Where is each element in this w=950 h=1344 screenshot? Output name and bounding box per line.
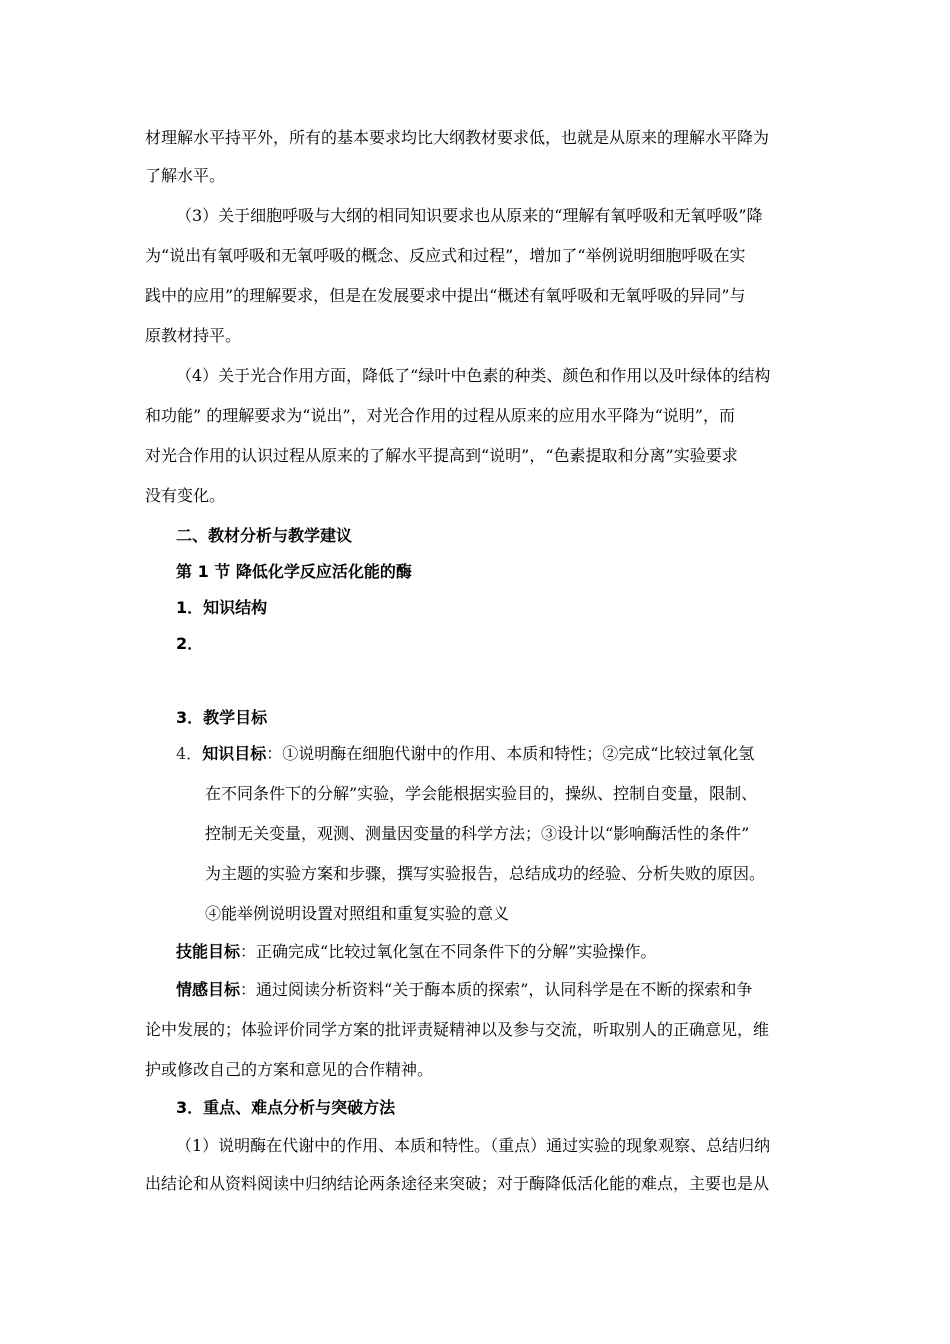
lesson-title: 第 1 节 降低化学反应活化能的酶 (176, 562, 412, 581)
item-number: 4． (176, 744, 203, 763)
item-teaching-goals: 3．教学目标 (176, 708, 268, 727)
knowledge-goal-line: 在不同条件下的分解”实验，学会能根据实验目的，操纵、控制自变量，限制、 (205, 784, 758, 803)
paragraph-line: （4）关于光合作用方面，降低了“绿叶中色素的种类、颜色和作用以及叶绿体的结构 (176, 366, 771, 385)
knowledge-goal-line: 控制无关变量，观测、测量因变量的科学方法；③设计以“影响酶活性的条件” (205, 824, 750, 843)
section-title: 二、教材分析与教学建议 (176, 526, 353, 545)
paragraph-line: 对光合作用的认识过程从原来的了解水平提高到“说明”，“色素提取和分离”实验要求 (145, 446, 738, 465)
skill-goal-label: 技能目标 (176, 942, 241, 961)
item-2: 2． (176, 634, 204, 653)
paragraph-line: 材理解水平持平外，所有的基本要求均比大纲教材要求低，也就是从原来的理解水平降为 (145, 128, 770, 147)
paragraph-line: 没有变化。 (145, 486, 226, 505)
skill-goal-text: ：正确完成“比较过氧化氢在不同条件下的分解”实验操作。 (240, 942, 657, 961)
key-points-title: 3．重点、难点分析与突破方法 (176, 1098, 396, 1117)
knowledge-goal-line (176, 744, 826, 764)
emotion-goal-line: 论中发展的；体验评价同学方案的批评责疑精神以及参与交流，听取别人的正确意见，维 (145, 1020, 770, 1039)
emotion-goal-line: 护或修改自己的方案和意见的合作精神。 (145, 1060, 434, 1079)
emotion-goal-label: 情感目标 (176, 980, 241, 999)
emotion-goal-line (176, 980, 826, 1000)
key-points-line: 出结论和从资料阅读中归纳结论两条途径来突破；对于酶降低活化能的难点，主要也是从 (145, 1174, 770, 1193)
emotion-goal-text: ：通过阅读分析资料“关于酶本质的探索”，认同科学是在不断的探索和争 (240, 980, 753, 999)
paragraph-line: 践中的应用”的理解要求，但是在发展要求中提出“概述有氧呼吸和无氧呼吸的异同”与 (145, 286, 746, 305)
skill-goal-line (176, 942, 826, 962)
paragraph-line: 原教材持平。 (145, 326, 242, 345)
paragraph-line: 了解水平。 (145, 166, 226, 185)
paragraph-line: （3）关于细胞呼吸与大纲的相同知识要求也从原来的“理解有氧呼吸和无氧呼吸”降 (176, 206, 763, 225)
knowledge-goal-label: 知识目标 (202, 744, 267, 763)
paragraph-line: 为“说出有氧呼吸和无氧呼吸的概念、反应式和过程”，增加了“举例说明细胞呼吸在实 (145, 246, 746, 265)
knowledge-goal-line: 为主题的实验方案和步骤，撰写实验报告，总结成功的经验、分析失败的原因。 (205, 864, 766, 883)
paragraph-line: 和功能” 的理解要求为“说出”，对光合作用的过程从原来的应用水平降为“说明”，而 (145, 406, 735, 425)
knowledge-goal-text: ：①说明酶在细胞代谢中的作用、本质和特性；②完成“比较过氧化氢 (266, 744, 755, 763)
item-knowledge-structure: 1．知识结构 (176, 598, 268, 617)
key-points-line: （1）说明酶在代谢中的作用、本质和特性。（重点）通过实验的现象观察、总结归纳 (176, 1136, 771, 1155)
knowledge-goal-line: ④能举例说明设置对照组和重复实验的意义 (205, 904, 510, 923)
